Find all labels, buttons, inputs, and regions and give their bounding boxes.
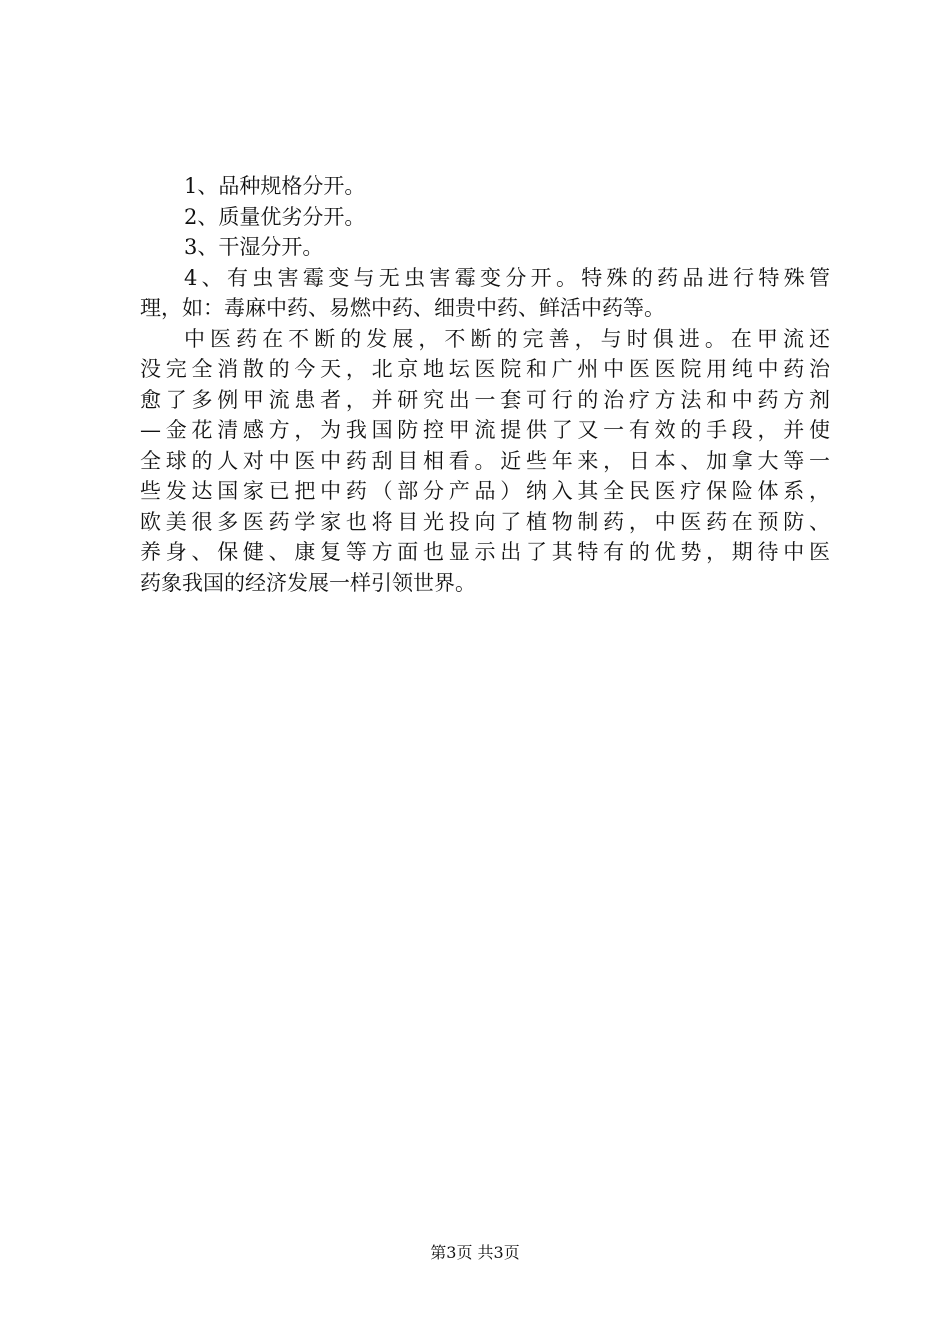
paragraph-line-4: —金花清感方，为我国防控甲流提供了又一有效的手段，并使 (140, 418, 830, 442)
paragraph-line-7: 欧美很多医药学家也将目光投向了植物制药，中医药在预防、 (140, 509, 830, 534)
paragraph-line-1: 中医药在不断的发展，不断的完善，与时俱进。在甲流还 (184, 326, 830, 351)
list-item-2: 2、质量优劣分开。 (184, 204, 366, 229)
list-item-1: 1、品种规格分开。 (184, 174, 366, 198)
list-item-4-line-1: 4、有虫害霉变与无虫害霉变分开。特殊的药品进行特殊管 (184, 265, 830, 290)
list-item-3: 3、干湿分开。 (184, 235, 324, 259)
paragraph-line-8: 养身、保健、康复等方面也显示出了其特有的优势，期待中医 (140, 540, 830, 564)
list-item-4-line-2: 理，如：毒麻中药、易燃中药、细贵中药、鲜活中药等。 (140, 296, 665, 320)
paragraph-line-2: 没完全消散的今天，北京地坛医院和广州中医医院用纯中药治 (140, 357, 830, 381)
paragraph-line-3: 愈了多例甲流患者，并研究出一套可行的治疗方法和中药方剂 (140, 387, 830, 412)
document-body (140, 171, 830, 598)
paragraph-line-9: 药象我国的经济发展一样引领世界。 (140, 570, 476, 595)
paragraph-line-6: 些发达国家已把中药（部分产品）纳入其全民医疗保险体系， (140, 479, 830, 503)
page-number-footer: 第3页 共3页 (430, 1243, 520, 1262)
paragraph-line-5: 全球的人对中医中药刮目相看。近些年来，日本、加拿大等一 (140, 448, 830, 473)
